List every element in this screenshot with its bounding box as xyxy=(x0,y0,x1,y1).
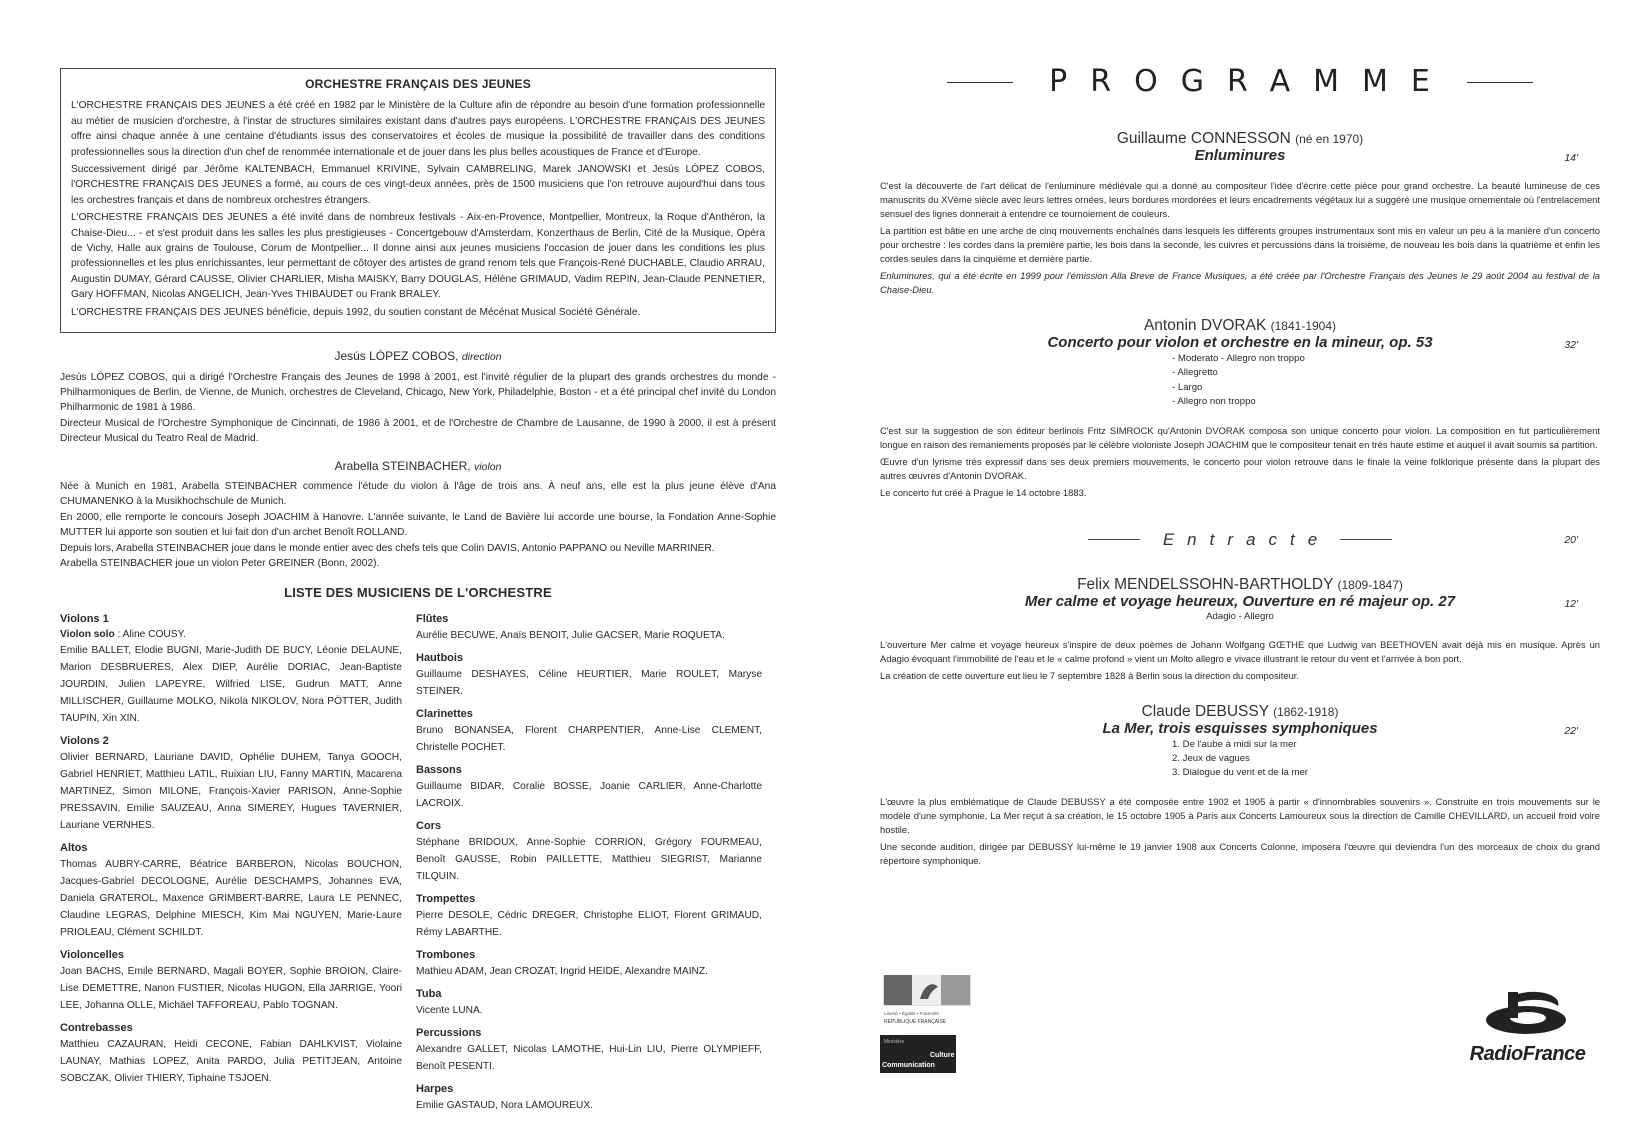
orchestra-box xyxy=(60,68,776,333)
violon-solo-label: Violon solo xyxy=(60,628,115,640)
ministry-logos xyxy=(880,975,980,1078)
programme-title: PROGRAMME xyxy=(1049,64,1453,99)
svg-text:Culture: Culture xyxy=(930,1052,955,1059)
work-title: Concerto pour violon et orchestre en la mineur, op. 53 xyxy=(1047,334,1433,351)
soloist-paragraph: Arabella STEINBACHER joue un violon Peter GREINER (Bonn, 2002). xyxy=(60,557,380,569)
radiofrance-emblem-icon xyxy=(1478,990,1578,1036)
work-duration: 32' xyxy=(1564,339,1578,351)
section-names: Stéphane BRIDOUX, Anne-Sophie CORRION, Grégory FOURMEAU, Benoît GAUSSE, Robin PAILLETTE, Matthieu SIEGRIST, Marianne TILQUIN. xyxy=(416,836,762,882)
movements-list xyxy=(880,738,1600,781)
movement-item: - Moderato - Allegro non troppo xyxy=(1172,353,1305,364)
section-heading: Hautbois xyxy=(416,651,464,664)
svg-text:RÉPUBLIQUE FRANÇAISE: RÉPUBLIQUE FRANÇAISE xyxy=(884,1019,947,1025)
entracte-duration: 20' xyxy=(1564,533,1578,546)
movement-item: 2. Jeux de vagues xyxy=(1172,753,1250,765)
work-mendelssohn xyxy=(880,575,1600,683)
section-names: Vicente LUNA. xyxy=(416,1004,483,1016)
section-names: Aurélie BECUWE, Anaïs BENOIT, Julie GACSER, Marie ROQUETA. xyxy=(416,629,725,641)
svg-text:Communication: Communication xyxy=(882,1062,935,1069)
section-heading: Percussions xyxy=(416,1026,482,1039)
work-duration: 22' xyxy=(1564,724,1578,737)
section-names: Olivier BERNARD, Lauriane DAVID, Ophélie DUHEM, Tanya GOOCH, Gabriel HENRIET, Matthieu LATIL, Ruixian LIU, Fanny MARTIN, Macarena MARTINEZ, Simon MILONE, François-Xavier PARISON, Anne-Sophie PRESSAVIN, Emilie SAUZEAU, Anna SIMEREY, Hugues TAVERNIER, Lauriane VERNHES. xyxy=(60,752,402,832)
section-heading: Flûtes xyxy=(416,612,449,625)
conductor-heading xyxy=(60,349,776,365)
composer-dates: (1809-1847) xyxy=(1337,577,1403,592)
programme-header xyxy=(880,58,1600,106)
movements-line: Adagio - Allegro xyxy=(1206,610,1274,622)
right-page xyxy=(880,58,1600,871)
republique-francaise-logo xyxy=(880,975,980,1073)
work-duration: 14' xyxy=(1564,152,1578,164)
work-paragraph: C'est sur la suggestion de son éditeur berlinois Fritz SIMROCK qu'Antonin DVORAK composa son unique concerto pour violon. La composition en fut particulièrement longue en raison des remaniements proposés par le célèbre violoniste Joseph JOACHIM que le compositeur tenait en très haute estime et auquel il avait soumis sa partition. xyxy=(880,424,1600,450)
orchestra-paragraph: L'ORCHESTRE FRANÇAIS DES JEUNES a été créé en 1982 par le Ministère de la Culture afin de répondre au besoin d'une formation professionnelle au métier de musicien d'orchestre, à l'instar de structures similaires existant dans d'autres pays européens. L'ORCHESTRE FRANÇAIS DES JEUNES offre ainsi chaque année à une centaine d'étudiants issus des conservatoires et écoles de musique la possibilité de travailler dans des conditions professionnelles sous la direction d'un chef de renommée internationale et de jouer dans les plus belles acoustiques de France et d'Europe. xyxy=(71,100,765,158)
composer-name xyxy=(880,702,1600,720)
composer-dates: (né en 1970) xyxy=(1295,132,1364,146)
movement-item: - Allegretto xyxy=(1172,367,1218,379)
work-title-row xyxy=(880,592,1600,610)
musicians-title: LISTE DES MUSICIENS DE L'ORCHESTRE xyxy=(284,585,552,601)
radiofrance-logo xyxy=(1455,990,1600,1066)
musicians-list xyxy=(60,611,776,1114)
work-description xyxy=(880,638,1600,683)
work-connesson xyxy=(880,132,1600,297)
composer-dates: (1862-1918) xyxy=(1273,704,1339,719)
section-heading: Cors xyxy=(416,819,442,832)
movements-list xyxy=(880,352,1600,410)
section-heading: Violons 1 xyxy=(60,612,109,625)
section-names: Thomas AUBRY-CARRE, Béatrice BARBERON, Nicolas BOUCHON, Jacques-Gabriel DECOLOGNE, Aurélie DESCHAMPS, Johannes EVA, Daniela GRATEROL, Maxence GRIMBERT-BARRE, Laura LE PENNEC, Claudine LEGRAS, Delphine MIESCH, Kim Mai NGUYEN, Marie-Laure PRIOLEAU, Clément SCHILDT. xyxy=(60,859,402,939)
conductor-bio xyxy=(60,349,776,446)
violon-solo-line xyxy=(60,627,402,642)
work-paragraph: La création de cette ouverture eut lieu le 7 septembre 1828 à Berlin sous la direction du compositeur. xyxy=(880,669,1299,681)
musicians-column-winds xyxy=(416,611,762,1114)
conductor-name: Jesús LÓPEZ COBOS, xyxy=(334,349,459,364)
section-names: Emilie GASTAUD, Nora LAMOUREUX. xyxy=(416,1099,593,1111)
entracte-rule-right xyxy=(1340,539,1392,540)
conductor-paragraph: Directeur Musical de l'Orchestre Symphonique de Cincinnati, de 1986 à 2001, et de l'Orchestre de Chambre de Lausanne, de 1990 à 2000, il est à présent Directeur Musical du Teatro Real de Madrid. xyxy=(60,417,776,445)
composer-label: Antonin DVORAK xyxy=(1143,317,1267,334)
soloist-role: violon xyxy=(473,460,502,473)
work-debussy xyxy=(880,702,1600,868)
work-title: Enluminures xyxy=(1194,147,1286,164)
soloist-name: Arabella STEINBACHER, xyxy=(334,458,471,473)
orchestra-paragraph: L'ORCHESTRE FRANÇAIS DES JEUNES bénéficie, depuis 1992, du soutien constant de Mécénat Musical Société Générale. xyxy=(71,306,641,318)
movement-item: 1. De l'aube à midi sur la mer xyxy=(1172,738,1297,750)
work-paragraph: Œuvre d'un lyrisme très expressif dans ses deux premiers mouvements, le concerto pour violon retrouve dans le finale la veine folklorique présente dans la plupart des autres œuvres d'Antonin DVORAK. xyxy=(880,455,1600,481)
soloist-paragraph: Depuis lors, Arabella STEINBACHER joue dans le monde entier avec des chefs tels que Colin DAVIS, Antonio PAPPANO ou Neville MARRINER. xyxy=(60,542,715,554)
header-rule-left xyxy=(947,82,1013,83)
entracte-rule-left xyxy=(1088,539,1140,540)
section-names: Joan BACHS, Emile BERNARD, Magali BOYER, Sophie BROION, Claire-Lise DEMETTRE, Nanon FUSTIER, Nicolas HUGON, Ella JARRIGE, Yoori LEE, Johanna OLLE, Michäel TAFFOREAU, Pablo TOGNAN. xyxy=(60,966,402,1012)
orchestra-title: ORCHESTRE FRANÇAIS DES JEUNES xyxy=(305,77,531,91)
section-names: Pierre DESOLE, Cédric DREGER, Christophe ELIOT, Florent GRIMAUD, Rémy LABARTHE. xyxy=(416,909,762,938)
work-paragraph: La partition est bâtie en une arche de cinq mouvements enchaînés dans lesquels les différents groupes instrumentaux sont mis en valeur un peu à la manière d'un concerto pour orchestre : les cordes dans la première partie, les bois dans la seconde, les cuivres et percussions dans la troisième, de nouveau les bois dans la quatrième et enfin les cordes seules dans la cinquième et dernière partie. xyxy=(880,225,1600,264)
work-paragraph: Une seconde audition, dirigée par DEBUSSY lui-même le 19 janvier 1908 aux Concerts Colonne, imposera l'œuvre qui deviendra l'un des morceaux de choix du grand répertoire symphonique. xyxy=(880,840,1600,866)
conductor-paragraph: Jesús LÓPEZ COBOS, qui a dirigé l'Orchestre Français des Jeunes de 1998 à 2001, est l'invité régulier de la plupart des grands orchestres du monde - Philharmoniques de Berlin, de Vienne, de Munich, orchestres de Cleveland, Chicago, New York, Philadelphie, Boston - et a été principal chef invité du London Philharmonic de 1981 à 1986. xyxy=(60,371,776,414)
work-paragraph: C'est la découverte de l'art délicat de l'enluminure médiévale qui a donné au compositeur l'idée d'écrire cette pièce pour grand orchestre. La beauté lumineuse de ces manuscrits du XVème siècle avec leurs lettres ornées, leurs bordures mordorées et leurs encadrements végétaux lui a suggéré une musique ornementale où l'entrelacement sensuel des lignes donnerait à entendre ce tournoiement de couleurs. xyxy=(880,180,1600,219)
soloist-paragraph: En 2000, elle remporte le concours Joseph JOACHIM à Hanovre. L'année suivante, le Land de Bavière lui accorde une bourse, la Fondation Anne-Sophie MUTTER lui apporte son soutien et lui fait don d'un archet Benoît ROLLAND. xyxy=(60,511,776,539)
conductor-role: direction xyxy=(461,351,502,364)
work-title-row xyxy=(880,719,1600,737)
composer-name xyxy=(880,132,1600,146)
movement-item: - Largo xyxy=(1172,381,1203,393)
section-heading: Violons 2 xyxy=(60,735,109,748)
section-heading: Trombones xyxy=(416,948,476,961)
section-names: Mathieu ADAM, Jean CROZAT, Ingrid HEIDE, Alexandre MAINZ. xyxy=(416,965,708,977)
orchestra-paragraph: Successivement dirigé par Jérôme KALTENBACH, Emmanuel KRIVINE, Sylvain CAMBRELING, Marek JANOWSKI et Jesús LÓPEZ COBOS, l'ORCHESTRE FRANÇAIS DES JEUNES a formé, au cours de ces vingt-deux années, près de 1500 musiciens que l'on retrouve aujourd'hui dans tous les orchestres français et dans de nombreux orchestres étrangers. xyxy=(71,164,765,206)
soloist-heading xyxy=(60,459,776,475)
work-title-row xyxy=(880,336,1600,350)
musicians-column-strings xyxy=(60,611,416,1114)
violon-solo-value: : Aline COUSY. xyxy=(114,628,186,640)
svg-text:Liberté • Égalité • Fraternité: Liberté • Égalité • Fraternité xyxy=(884,1011,939,1016)
orchestra-paragraph: L'ORCHESTRE FRANÇAIS DES JEUNES a été invité dans de nombreux festivals - Aix-en-Provence, Montpellier, Montreux, la Roque d'Anthéron, la Chaise-Dieu... - et s'est produit dans les salles les plus prestigieuses - Concertgebouw d'Amsterdam, Konzerthaus de Berlin, Cité de la Musique, Opéra de Vichy, Halle aux grains de Toulouse, Corum de Montpellier... Il donne ainsi aux jeunes musiciens l'occasion de jouer dans les conditions les plus professionnelles et les plus enrichissantes, leur permettant de côtoyer des artistes de grand renom tels que François-René DUCHABLE, Claudio ARRAU, Augustin DUMAY, Gérard CAUSSE, Olivier CHARLIER, Misha MAISKY, Barry DOUGLAS, Hélène GRIMAUD, Vadim REPIN, Jean-Claude PENNETIER, Gary HOFFMAN, Nicolas ANGELICH, Jean-Yves THIBAUDET ou Frank BRALEY. xyxy=(71,212,765,301)
section-names: Matthieu CAZAURAN, Heidi CECONE, Fabian DAHLKVIST, Violaine LAUNAY, Mathias LOPEZ, Anita PARDO, Julia PETITJEAN, Antoine SOBCZAK, Olivier THIERY, Tiphaine TSJOEN. xyxy=(60,1039,402,1085)
soloist-paragraph: Née à Munich en 1981, Arabella STEINBACHER commence l'étude du violon à l'âge de trois ans. À neuf ans, elle est la plus jeune élève d'Ana CHUMANENKO à la Musikhochschule de Munich. xyxy=(60,480,776,508)
soloist-bio xyxy=(60,459,776,572)
work-description xyxy=(880,179,1600,297)
section-names: Emilie BALLET, Elodie BUGNI, Marie-Judith DE BUCY, Léonie DELAUNE, Marion DESBRUERES, Alex DIEP, Aurélie DORIAC, Jean-Baptiste JOURDIN, Julien LAPEYRE, Wilfried LISE, Gudrun MATT, Anne MILLISCHER, Guillaume MOLKO, Nikola NIKOLOV, Nora PÖTTER, Judith TAUPIN, Xin XIN. xyxy=(60,645,402,725)
left-page xyxy=(60,68,776,1114)
work-paragraph: L'œuvre la plus emblématique de Claude DEBUSSY a été composée entre 1902 et 1905 à partir « d'innombrables souvenirs ». Construite en trois mouvements sur le modèle d'une symphonie, La Mer reçut à sa création, le 15 octobre 1905 à Paris aux Concerts Lamoureux sous la direction de Camille CHEVILLARD, un accueil froid voire hostile. xyxy=(880,795,1600,835)
work-paragraph: Le concerto fut créé à Prague le 14 octobre 1883. xyxy=(880,486,1087,498)
composer-label: Guillaume CONNESSON xyxy=(1116,130,1291,147)
work-description xyxy=(880,795,1600,868)
section-names: Alexandre GALLET, Nicolas LAMOTHE, Hui-Lin LIU, Pierre OLYMPIEFF, Benoît PESENTI. xyxy=(416,1043,762,1072)
work-duration: 12' xyxy=(1564,597,1578,610)
section-heading: Harpes xyxy=(416,1082,454,1095)
composer-label: Felix MENDELSSOHN-BARTHOLDY xyxy=(1077,575,1334,593)
work-title-row xyxy=(880,149,1600,163)
section-heading: Altos xyxy=(60,842,88,855)
header-rule-right xyxy=(1467,82,1533,83)
movement-item: - Allegro non troppo xyxy=(1172,396,1256,408)
section-heading: Violoncelles xyxy=(60,949,124,962)
section-names: Guillaume DESHAYES, Céline HEURTIER, Marie ROULET, Maryse STEINER. xyxy=(416,668,762,697)
section-heading: Contrebasses xyxy=(60,1022,133,1035)
work-title: Mer calme et voyage heureux, Ouverture en ré majeur op. 27 xyxy=(1024,592,1456,610)
section-heading: Bassons xyxy=(416,763,462,776)
work-dvorak xyxy=(880,319,1600,500)
section-names: Guillaume BIDAR, Coralie BOSSE, Joanie CARLIER, Anne-Charlotte LACROIX. xyxy=(416,780,762,809)
entracte-label: Entracte xyxy=(1162,529,1331,549)
work-title: La Mer, trois esquisses symphoniques xyxy=(1102,719,1378,737)
section-heading: Clarinettes xyxy=(416,707,473,720)
section-names: Bruno BONANSEA, Florent CHARPENTIER, Anne-Lise CLEMENT, Christelle POCHET. xyxy=(416,724,762,753)
svg-text:Ministère: Ministère xyxy=(884,1039,905,1045)
section-heading: Trompettes xyxy=(416,892,476,905)
work-paragraph: L'ouverture Mer calme et voyage heureux s'inspire de deux poèmes de Johann Wolfgang GŒTHE que Ludwig van BEETHOVEN avait déjà mis en musique. Après un Adagio évoquant l'immobilité de l'eau et le « calme profond » vient un Molto allegro e vivace illustrant le retour du vent et l'arrivée à bon port. xyxy=(880,638,1600,664)
movement-item: 3. Dialogue du vent et de la mer xyxy=(1172,767,1308,779)
radiofrance-wordmark: RadioFrance xyxy=(1469,1043,1586,1065)
composer-dates: (1841-1904) xyxy=(1270,319,1337,333)
composer-name xyxy=(880,319,1600,333)
composer-label: Claude DEBUSSY xyxy=(1141,702,1269,720)
entracte xyxy=(880,530,1600,550)
work-paragraph: Enluminures, qui a été écrite en 1999 pour l'émission Alla Breve de France Musiques, a été créée par l'Orchestre Français des Jeunes le 29 août 2004 au festival de la Chaise-Dieu. xyxy=(880,270,1600,295)
composer-name xyxy=(880,575,1600,593)
work-description xyxy=(880,424,1600,500)
section-heading: Tuba xyxy=(416,987,442,1000)
